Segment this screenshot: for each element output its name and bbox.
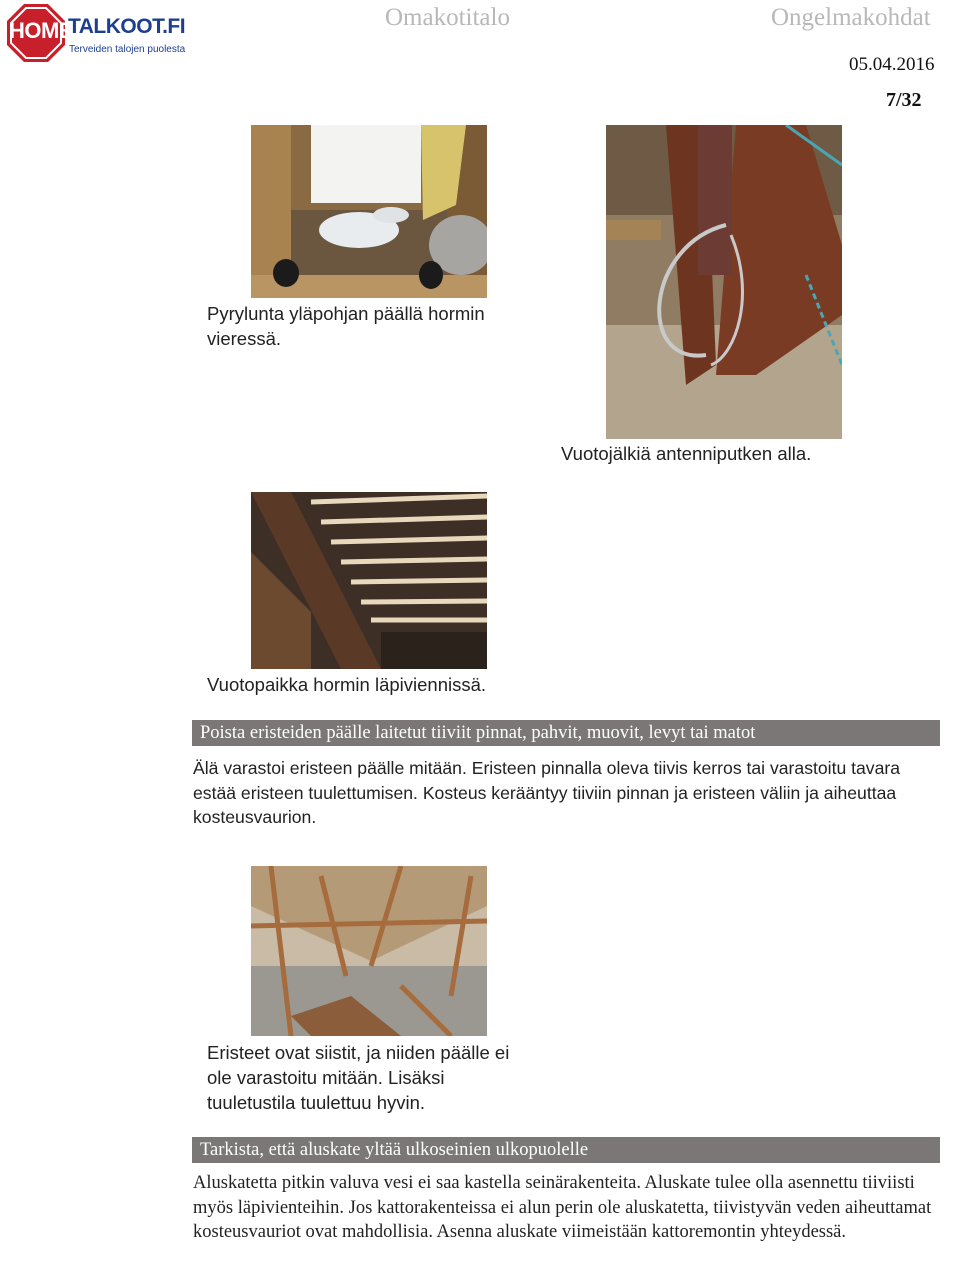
- photo-caption-2: Vuotojälkiä antenniputken alla.: [561, 443, 812, 464]
- photo-snow-by-chimney: [251, 125, 487, 298]
- photo-caption-4: Eristeet ovat siistit, ja niiden päälle ei ole varastoitu mitään. Lisäksi tuuletustila tuulettuu hyvin.: [207, 1042, 510, 1113]
- chapter-title: Ongelmakohdat: [771, 4, 931, 31]
- section-body-1: Älä varastoi eristeen päälle mitään. Eristeen pinnalla oleva tiivis kerros tai varastoitu tavara estää eristeen tuulettumisen. Kosteus kerääntyy tiiviin pinnan ja eristeen väliin ja aiheuttaa kosteusvaurion.: [193, 758, 901, 827]
- logo-tagline: Terveiden talojen puolesta: [69, 44, 186, 55]
- photo-caption-3: Vuotopaikka hormin läpiviennissä.: [207, 674, 487, 695]
- section-body-2: Aluskatetta pitkin valuva vesi ei saa kastella seinärakenteita. Aluskate tulee olla asennettu tiiviisti myös läpivienteihin. Jos kattorakenteissa ei alun perin ole aluskatetta, tiivistyvän veden aiheuttamat kosteusvauriot ovat mahdollisia. Asenna aluskate viimeistään kattoremontin yhteydessä.: [193, 1173, 932, 1242]
- photo-antenna-pipe: [606, 125, 842, 439]
- section-heading-1: Poista eristeiden päälle laitetut tiiviit pinnat, pahvit, muovit, levyt tai matot: [192, 720, 940, 746]
- hometalkoot-logo[interactable]: [6, 3, 186, 63]
- photo-leak-chimney-penetration: [251, 492, 487, 669]
- logo-brand: TALKOOT.FI: [68, 15, 186, 38]
- document-date: 05.04.2016: [849, 54, 935, 75]
- photo-caption-1: Pyrylunta yläpohjan päällä hormin vieressä.: [207, 303, 485, 349]
- document-title: Omakotitalo: [385, 4, 510, 31]
- logo-word: HOME: [9, 18, 73, 43]
- page-number: 7/32: [886, 89, 922, 111]
- photo-tidy-attic: [251, 866, 487, 1036]
- section-heading-2: Tarkista, että aluskate yltää ulkoseinien ulkopuolelle: [192, 1137, 940, 1163]
